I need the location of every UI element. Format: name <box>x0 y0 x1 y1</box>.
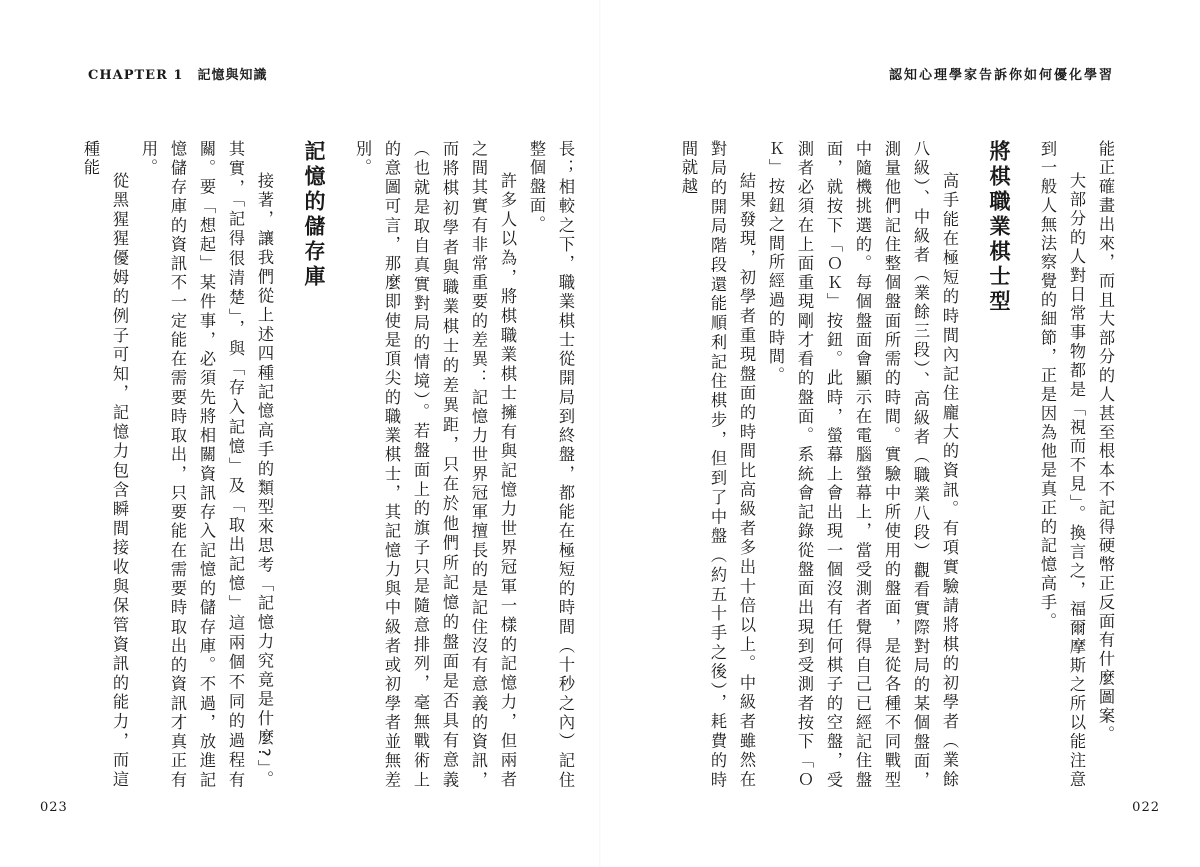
paragraph: 從黑猩猩優姆的例子可知，記憶力包含瞬間接收與保管資訊的能力，而這種能 <box>81 140 129 790</box>
running-head-right: 認知心理學家告訴你如何優化學習 <box>888 68 1114 83</box>
paragraph: 接著，讓我們從上述四種記憶高手的類型來思考「記憶力究竟是什麼?」。其實，「記得很清楚」，與「存入記憶」及「取出記憶」這兩個不同的過程有關。要「想起」某件事，必須先將相關資訊存入記憶的儲存庫。不過，放進記憶儲存庫的資訊不一定能在需要時取出，只要能在需要時取出的資訊才真正有用。 <box>139 140 274 790</box>
page-022-body <box>620 140 1120 790</box>
paragraph: 許多人以為，將棋職業棋士擁有與記憶力世界冠軍一樣的記憶力，但兩者之間其實有非常重要的差異：記憶力世界冠軍擅長的是記住沒有意義的資訊，而將棋初學者與職業棋士的差異距，只在於他們所記憶的盤面是否具有意義（也就是取自真實對局的情境）。若盤面上的旗子只是隨意排列，毫無戰術上的意圖可言，那麼即使是頂尖的職業棋士，其記憶力與中級者或初學者並無差別。 <box>353 140 517 790</box>
paragraph: 結果發現，初學者重現盤面的時間比高級者多出十倍以上。中級者雖然在對局的開局階段還能順利記住棋步，但到了中盤（約五十手之後），耗費的時間就越 <box>679 140 756 790</box>
running-head-left: CHAPTER 1 記憶與知識 <box>88 68 268 83</box>
page-023-body <box>45 140 580 790</box>
page-number-right: 022 <box>1132 800 1160 815</box>
paragraph: 能正確畫出來，而且大部分的人甚至根本不記得硬幣正反面有什麼圖案。 <box>1096 140 1115 745</box>
paragraph: 大部分的人對日常事物都是「視而不見」。換言之，福爾摩斯之所以能注意到一般人無法察覺的細節，正是因為他是真正的記憶高手。 <box>1038 140 1086 790</box>
section-heading: 將棋職業棋士型 <box>987 140 1011 315</box>
paragraph: 高手能在極短的時間內記住龐大的資訊。有項實驗請將棋的初學者（業餘八級）、中級者（業餘三段）、高級者（職業八段）觀看實際對局的某個盤面，測量他們記住整個盤面所需的時間。實驗中所使用的盤面，是從各種不同戰型中隨機挑選的。每個盤面會顯示在電腦螢幕上，當受測者覺得自己已經記住盤面，就按下「ＯＫ」按鈕。此時，螢幕上會出現一個沒有任何棋子的空盤，受測者必須在上面重現剛才看的盤面。系統會記錄從盤面出現到受測者按下「ＯＫ」按鈕之間所經過的時間。 <box>766 140 959 790</box>
page-gutter <box>599 0 601 867</box>
page-number-left: 023 <box>40 800 68 815</box>
section-heading: 記憶的儲存庫 <box>302 140 326 290</box>
paragraph: 長；相較之下，職業棋士從開局到終盤，都能在極短的時間（十秒之內）記住整個盤面。 <box>527 140 575 790</box>
